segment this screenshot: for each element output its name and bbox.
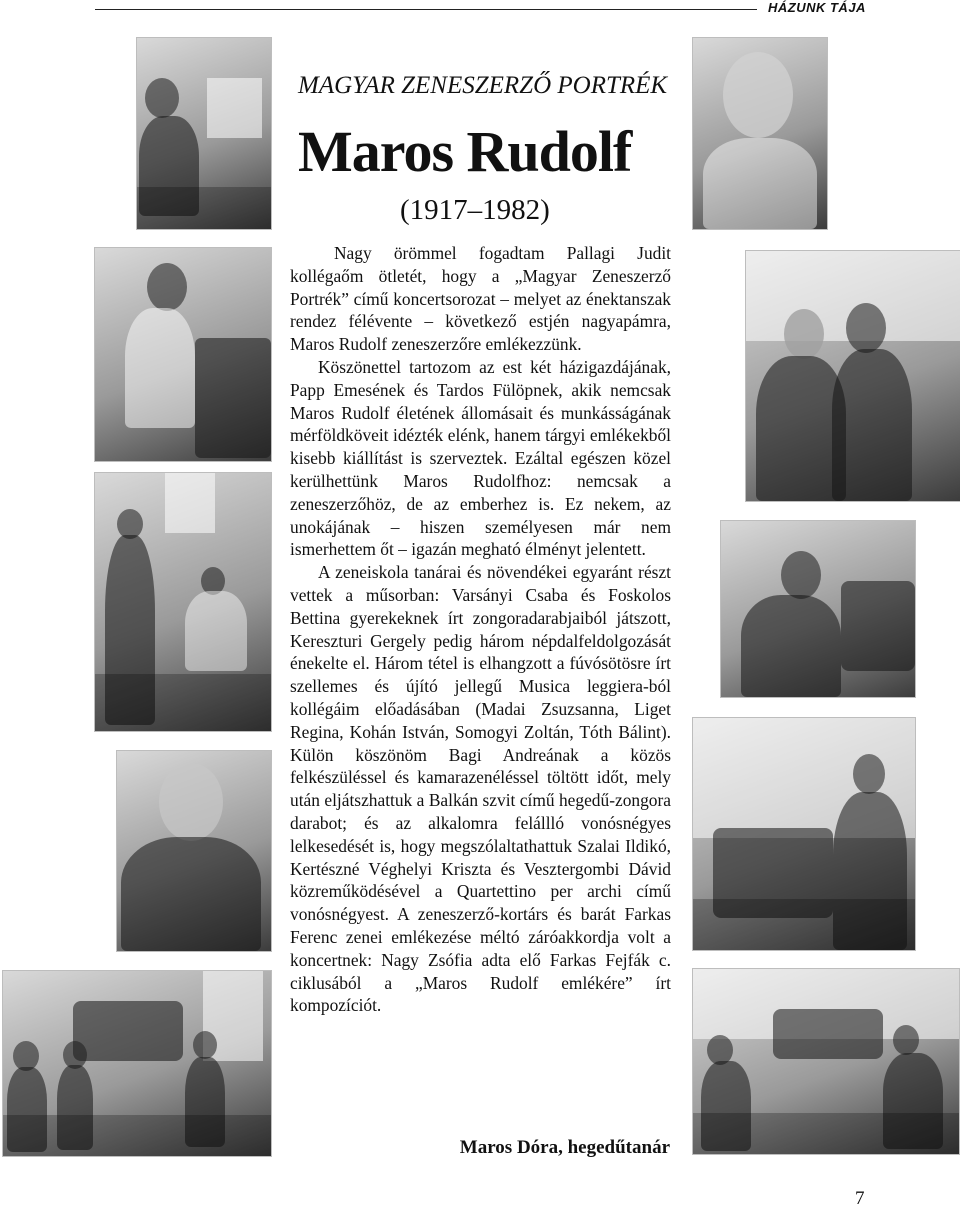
article-body bbox=[290, 242, 671, 1017]
photo-young-singer bbox=[692, 717, 916, 951]
photo-woman-with-glasses bbox=[116, 750, 272, 952]
series-title: MAGYAR ZENESZERZŐ PORTRÉK bbox=[298, 72, 668, 99]
paragraph-1: Nagy örömmel fogadtam Pallagi Judit kollégaőm ötletét, hogy a „Magyar Zeneszerző Portrék” című koncertsorozat – melyet az énektanszak rendez félévente – következő estjén nagyapámra, Maros Rudolf zeneszerzőre emlékezzünk. bbox=[290, 243, 671, 355]
photo-singers-with-scores bbox=[745, 250, 960, 502]
photo-wind-quintet bbox=[2, 970, 272, 1157]
paragraph-2: Köszönettel tartozom az est két házigazdájának, Papp Emesének és Tardos Fülöpnek, akik nemcsak Maros Rudolf életének állomásait és munkásságának mérföldköveit idézték elénk, hanem tárgyi emlékekből kisebb kiállítást is szerveztek. Ezáltal egészen közel kerülhettünk Maros Rudolfhoz: nemcsak a zeneszerzőhöz, de az emberhez is. Ez nekem, az unokájának – hiszen személyesen már nem ismerhettem őt – igazán megható élményt jelentett. bbox=[290, 356, 671, 560]
photo-composer-with-pipe bbox=[692, 37, 828, 230]
article-title: Maros Rudolf bbox=[298, 119, 632, 184]
page-number: 7 bbox=[855, 1188, 865, 1209]
photo-string-quartet bbox=[692, 968, 960, 1155]
photo-violinist-and-pianist bbox=[94, 472, 272, 732]
photo-composer-at-piano bbox=[136, 37, 272, 230]
article-years: (1917–1982) bbox=[400, 194, 550, 226]
author-signature: Maros Dóra, hegedűtanár bbox=[459, 1137, 670, 1158]
photo-young-pianist bbox=[720, 520, 916, 698]
paragraph-3: A zeneiskola tanárai és növendékei egyaránt részt vettek a műsorban: Varsányi Csaba és Foskolos Bettina gyerekeknek írt zongoradarabjaiból játszott, Kereszturi Gergely pedig három népdalfeldolgozását énekelte el. Három tétel is elhangzott a fúvósötösre írt szellemes és újító jellegű Musica leggiera-ból kollégáim előadásában (Madai Zsuzsanna, Liget Regina, Kohán István, Somogyi Zoltán, Tóth Bálint). Külön köszönöm Bagi Andreának a közös felkészüléssel és kamarazenéléssel töltött időt, mely után eljátszhattuk a Balkán szvit című hegedű-zongora darabot; és az alkalomra felállló vonósnégyes lelkesedését is, hogy megszólaltathattuk Szalai Ildikó, Kertészné Véghelyi Kriszta és Vesztergombi Dávid közreműködésével a Quartettino per archi című vonósnégyest. A zeneszerző-kortárs és barát Farkas Ferenc zenei emlékezése méltó záróakkordja volt a koncertnek: Nagy Zsófia adta elő Farkas Fejfák c. ciklusából a „Maros Rudolf emlékére” írt kompozíciót. bbox=[290, 562, 671, 1016]
photo-girl-at-piano bbox=[94, 247, 272, 462]
section-label: HÁZUNK TÁJA bbox=[768, 0, 866, 15]
header-rule bbox=[95, 9, 757, 10]
